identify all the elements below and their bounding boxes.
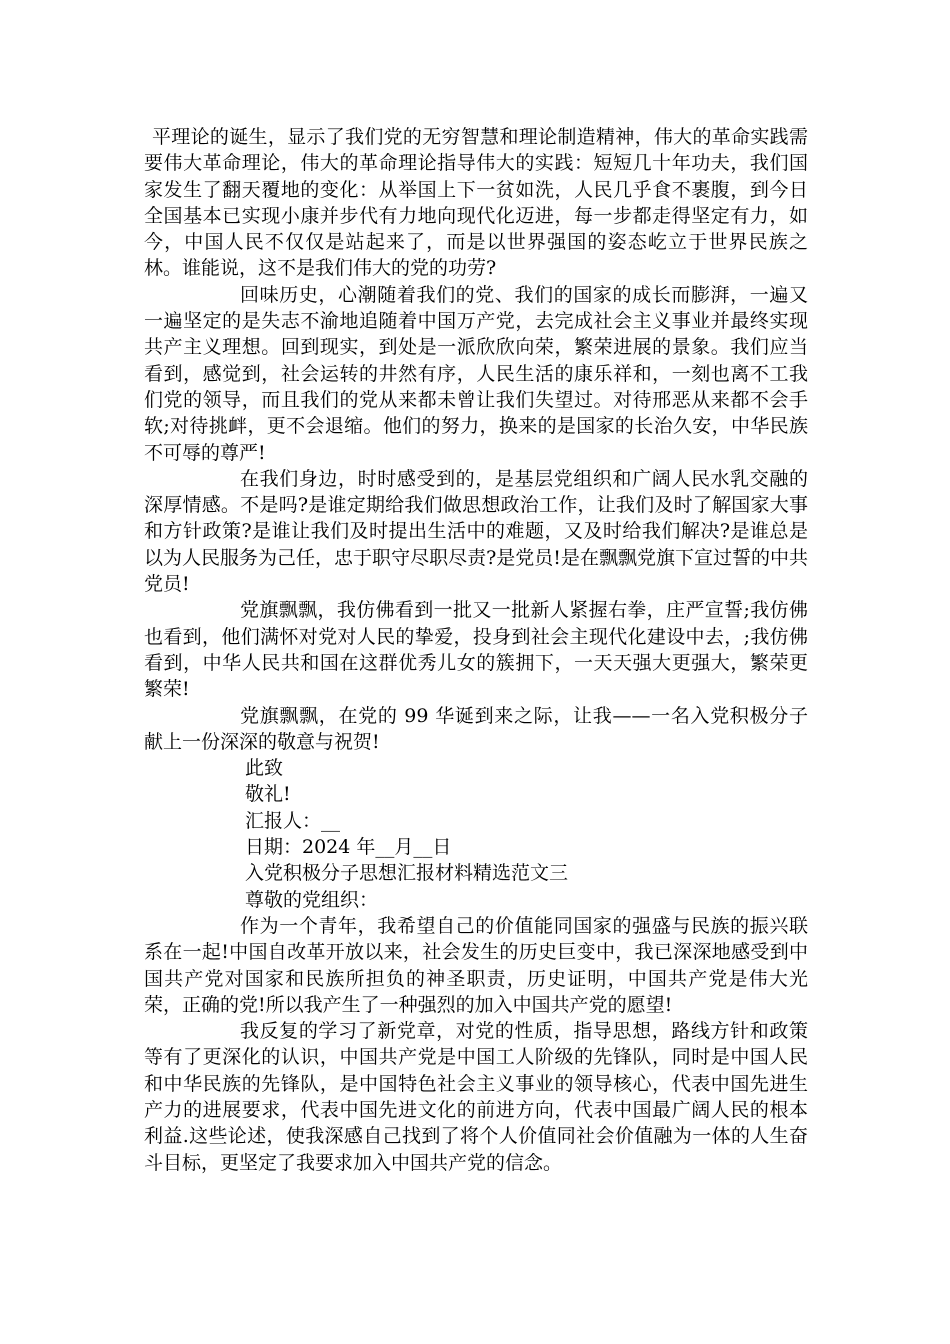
paragraph-4: 党旗飘飘，我仿佛看到一批又一批新人紧握右拳，庄严宣誓;我仿佛也看到，他们满怀对党对人民的挚爱，投身到社会主现代化建设中去，;我仿佛看到，中华人民共和国在这群优秀儿女的簇拥下，一天天强大更强大，繁荣更繁荣! <box>144 599 808 701</box>
reporter-line: 汇报人：__ <box>245 809 341 832</box>
paragraph-2: 回味历史，心潮随着我们的党、我们的国家的成长而膨湃，一遍又一遍坚定的是失志不渝地追随着中国万产党，去完成社会主义事业并最终实现共产主义理想。回到现实，到处是一派欣欣向荣，繁荣进展的景象。我们应当看到，感觉到，社会运转的井然有序，人民生活的康乐祥和，一刻也离不工我们党的领导，而且我们的党从来都未曾让我们失望过。对待邢恶从来都不会手软;对待挑衅，更不会退缩。他们的努力，换来的是国家的长治久安，中华民族不可辱的尊严! <box>144 283 808 464</box>
date-line: 日期：2024 年__月__日 <box>245 836 452 859</box>
paragraph-3: 在我们身边，时时感受到的，是基层党组织和广阔人民水乳交融的深厚情感。不是吗?是谁定期给我们做思想政治工作，让我们及时了解国家大事和方针政策?是谁让我们及时提出生活中的难题，又及时给我们解决?是谁总是以为人民服务为己任，忠于职守尽职尽责?是党员!是在飘飘党旗下宣过誓的中共党员! <box>144 467 808 596</box>
paragraph-5: 党旗飘飘，在党的 99 华诞到来之际，让我——一名入党积极分子献上一份深深的敬意与祝贺! <box>144 704 808 753</box>
closing-respect: 敬礼! <box>245 783 291 806</box>
greeting-line: 尊敬的党组织： <box>245 888 379 911</box>
paragraph-6: 作为一个青年，我希望自己的价值能同国家的强盛与民族的振兴联系在一起!中国自改革开放以来，社会发生的历史巨变中，我已深深地感受到中国共产党对国家和民族所担负的神圣职责，历史证明，中国共产党是伟大光荣，正确的党!所以我产生了一种强烈的加入中国共产党的愿望! <box>144 914 808 1016</box>
paragraph-7: 我反复的学习了新党章，对党的性质，指导思想，路线方针和政策等有了更深化的认识，中国共产党是中国工人阶级的先锋队，同时是中国人民和中华民族的先锋队，是中国特色社会主义事业的领导核心，代表中国先进生产力的进展要求，代表中国先进文化的前进方向，代表中国最广阔人民的根本利益.这些论述，使我深感自己找到了将个人价值同社会价值融为一体的人生奋斗目标，更坚定了我要求加入中国共产党的信念。 <box>144 1020 808 1174</box>
document-body <box>144 124 808 1176</box>
section-title: 入党积极分子思想汇报材料精选范文三 <box>245 862 569 885</box>
closing-salute: 此致 <box>245 757 284 780</box>
paragraph-1: 平理论的诞生，显示了我们党的无穷智慧和理论制造精神，伟大的革命实践需要伟大革命理论，伟大的革命理论指导伟大的实践：短短几十年功夫，我们国家发生了翻天覆地的变化：从举国上下一贫如洗，人民几乎食不裹腹，到今日全国基本已实现小康并步代有力地向现代化迈进，每一步都走得坚定有力，如今，中国人民不仅仅是站起来了，而是以世界强国的姿态屹立于世界民族之林。谁能说，这不是我们伟大的党的功劳? <box>144 126 808 280</box>
